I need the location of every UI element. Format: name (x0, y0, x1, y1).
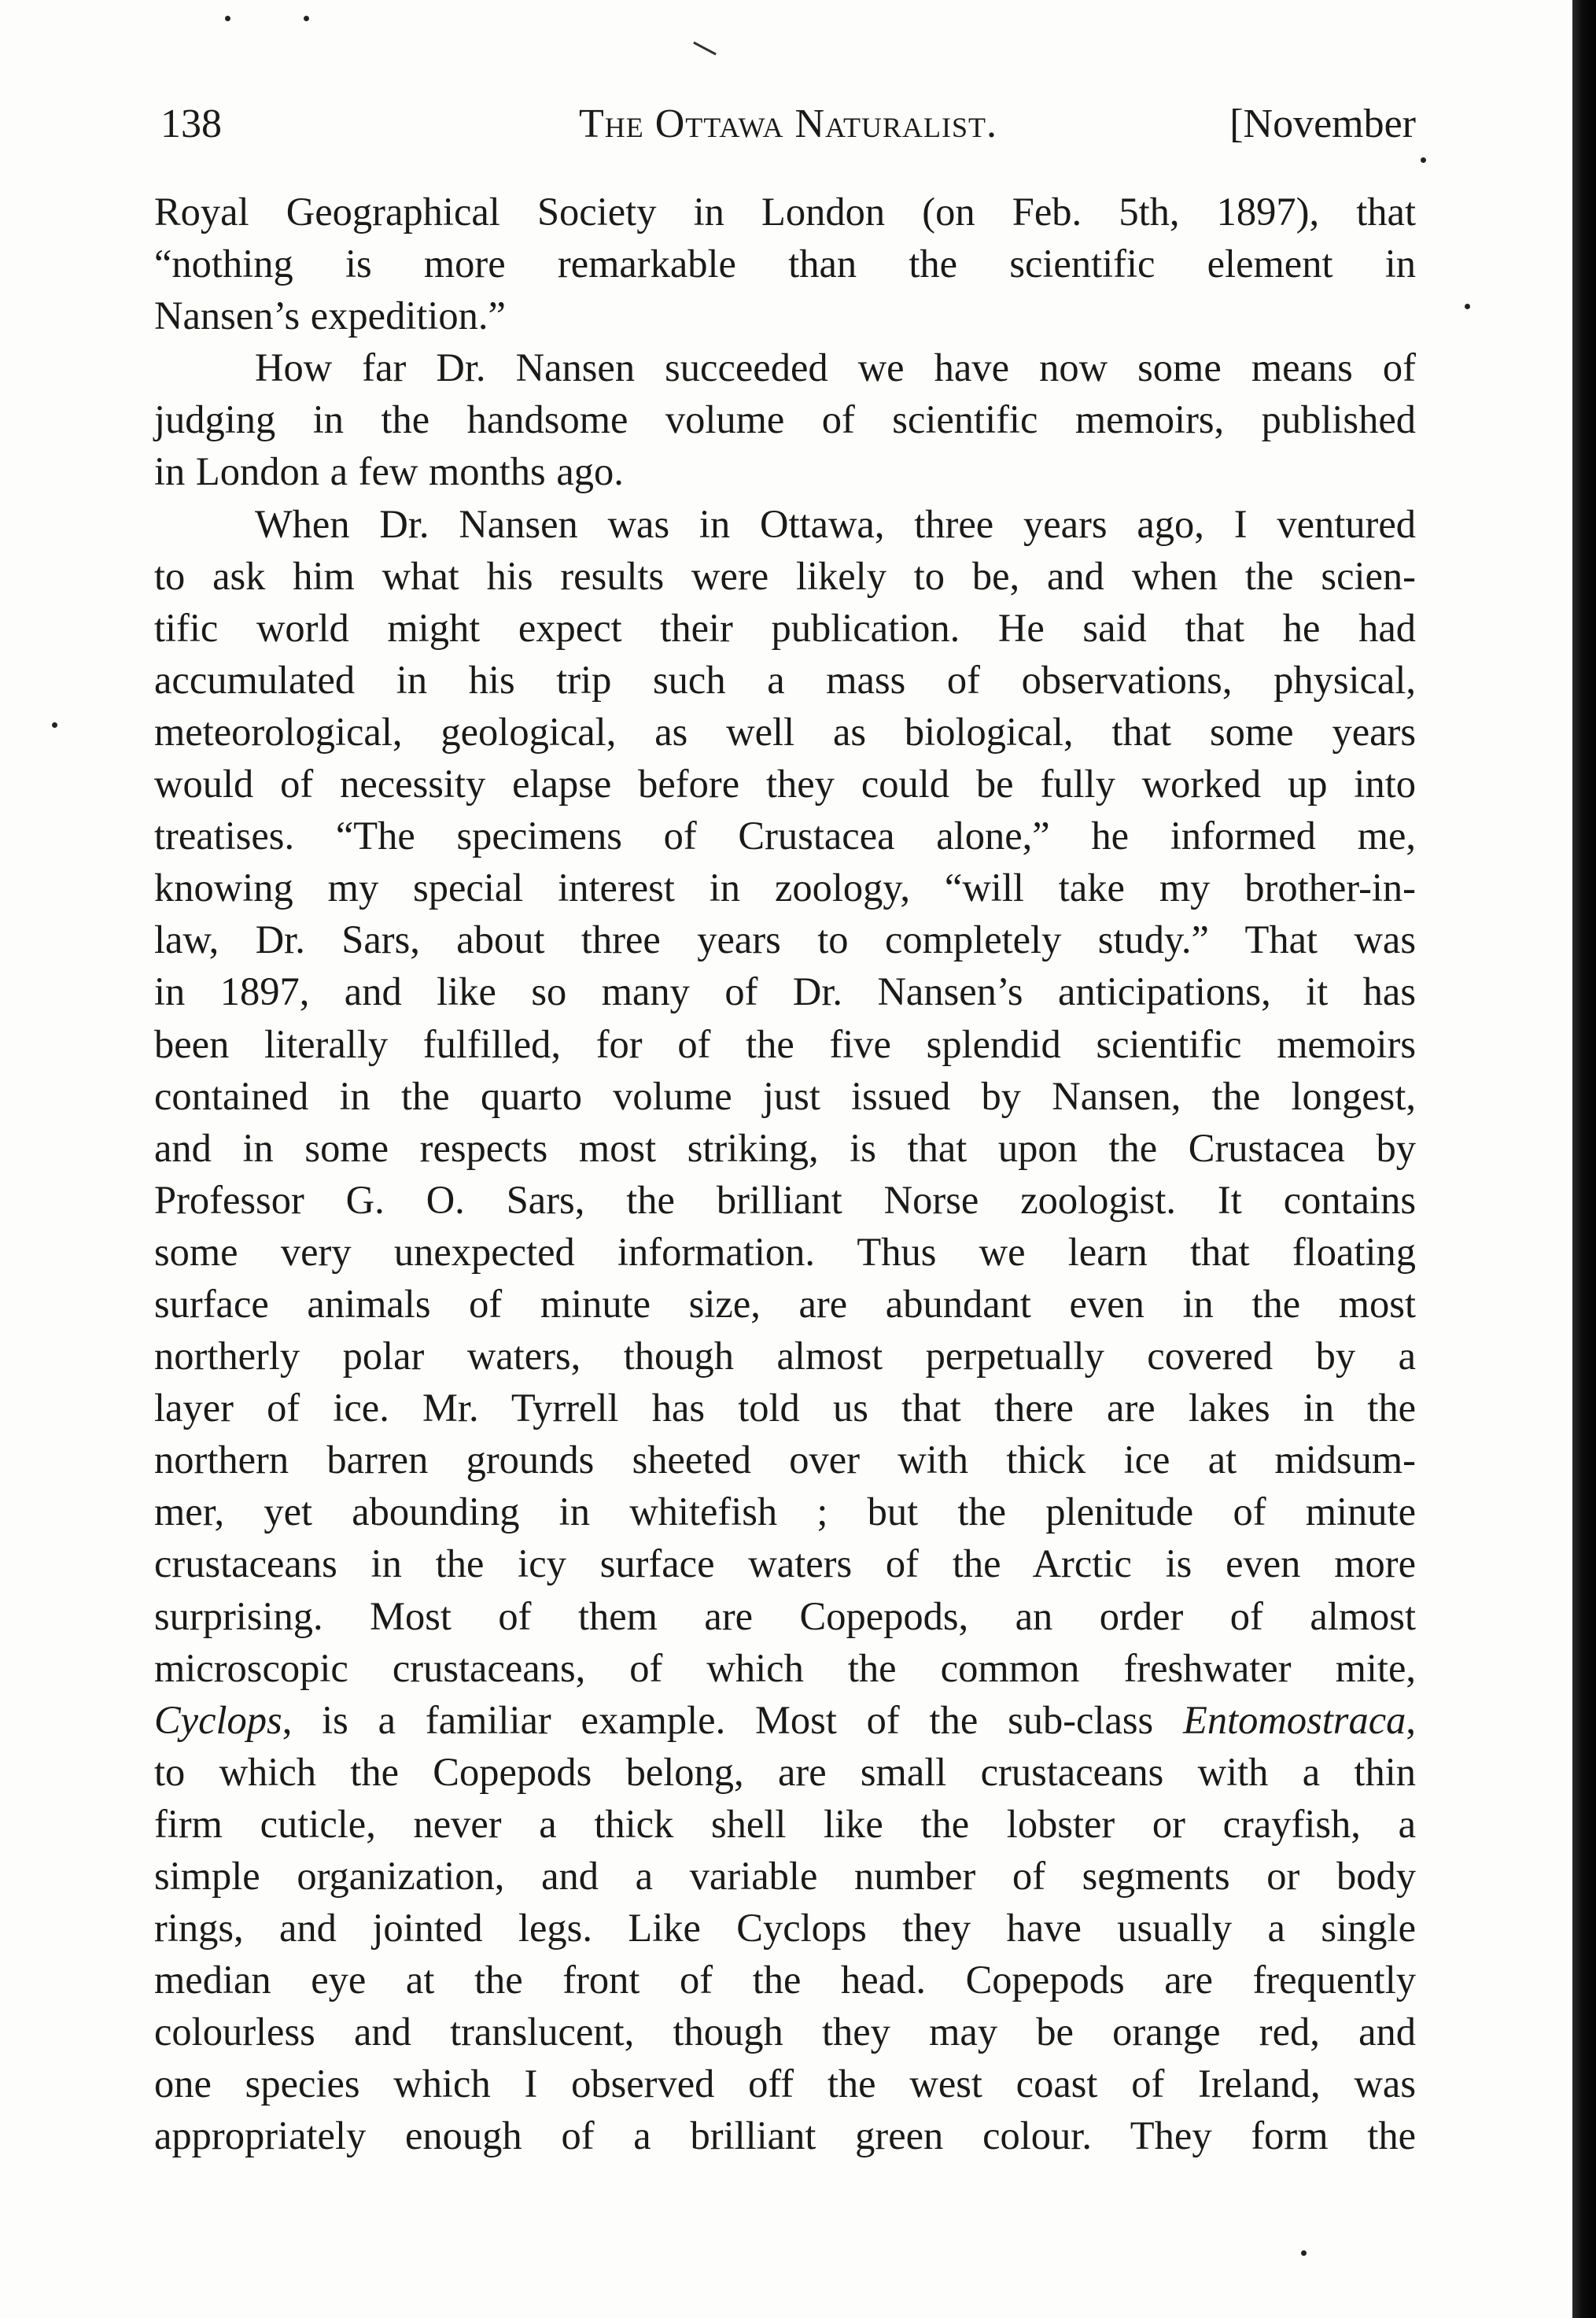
text-line: layer of ice. Mr. Tyrrell has told us that there are lakes in the (154, 1386, 1416, 1430)
text-line: tific world might expect their publication. He said that he had (154, 605, 1416, 650)
text-line: been literally fulfilled, for of the five splendid scientific memoirs (154, 1021, 1416, 1066)
article-text (154, 186, 1416, 2162)
text-fragment: , is a familiar example. Most of the sub-class (282, 1697, 1184, 1742)
text-line: one species which I observed off the west coast of Ireland, was (154, 2061, 1416, 2106)
italic-term-entomostraca: Entomostraca (1183, 1697, 1406, 1742)
text-line: to ask him what his results were likely to be, and when the scien- (154, 553, 1416, 598)
running-head (160, 93, 1416, 156)
text-line: in London a few months ago. (154, 449, 624, 494)
text-line: rings, and jointed legs. Like Cyclops they have usually a single (154, 1906, 1416, 1951)
text-line: law, Dr. Sars, about three years to completely study.” That was (154, 917, 1416, 962)
text-fragment: , (1406, 1697, 1416, 1742)
text-line: surprising. Most of them are Copepods, an order of almost (154, 1593, 1416, 1638)
text-line: Nansen’s expedition.” (154, 293, 506, 338)
scan-speck (1301, 2250, 1307, 2256)
scan-speck (225, 16, 230, 21)
issue-month: [November (1229, 102, 1416, 146)
text-line: to which the Copepods belong, are small crustaceans with a thin (154, 1749, 1416, 1794)
text-line: meteorological, geological, as well as biological, that some years (154, 709, 1416, 754)
text-line: Professor G. O. Sars, the brilliant Norse zoologist. It contains (154, 1177, 1416, 1222)
journal-title: The Ottawa Naturalist. (578, 102, 998, 146)
text-line: “nothing is more remarkable than the scientific element in (154, 242, 1416, 286)
text-line: treatises. “The specimens of Crustacea alone,” he informed me, (154, 814, 1416, 858)
scan-speck (1421, 157, 1426, 163)
text-line: and in some respects most striking, is that upon the Crustacea by (154, 1125, 1416, 1170)
text-line: simple organization, and a variable number of segments or body (154, 1854, 1416, 1898)
page-number: 138 (160, 102, 222, 146)
stray-mark (693, 42, 717, 56)
text-line: mer, yet abounding in whitefish ; but the plenitude of minute (154, 1489, 1416, 1534)
text-line: knowing my special interest in zoology, “will take my brother-in- (154, 866, 1416, 910)
text-line: surface animals of minute size, are abundant even in the most (154, 1281, 1416, 1326)
text-line: judging in the handsome volume of scientific memoirs, published (154, 397, 1416, 442)
text-line: in 1897, and like so many of Dr. Nansen’s anticipations, it has (154, 969, 1416, 1014)
text-line: firm cuticle, never a thick shell like the lobster or crayfish, a (154, 1801, 1416, 1846)
text-line: microscopic crustaceans, of which the common freshwater mite, (154, 1645, 1416, 1690)
text-line: Royal Geographical Society in London (on Feb. 5th, 1897), that (154, 190, 1416, 234)
italic-term-cyclops: Cyclops (154, 1697, 282, 1742)
text-line: would of necessity elapse before they could be fully worked up into (154, 762, 1416, 807)
text-line-with-italics (154, 1694, 1416, 1746)
text-line: appropriately enough of a brilliant green colour. They form the (154, 2113, 1416, 2158)
scan-speck (304, 16, 309, 21)
text-line: crustaceans in the icy surface waters of the Arctic is even more (154, 1541, 1416, 1586)
text-line: colourless and translucent, though they may be orange red, and (154, 2010, 1416, 2054)
text-line: How far Dr. Nansen succeeded we have now some means of (255, 345, 1416, 390)
text-line: northerly polar waters, though almost perpetually covered by a (154, 1334, 1416, 1379)
scan-speck (1465, 304, 1470, 309)
text-line: median eye at the front of the head. Copepods are frequently (154, 1958, 1416, 2002)
text-line: northern barren grounds sheeted over with thick ice at midsum- (154, 1438, 1416, 1482)
text-line: some very unexpected information. Thus we learn that floating (154, 1229, 1416, 1274)
text-line: contained in the quarto volume just issued by Nansen, the longest, (154, 1073, 1416, 1118)
scan-speck (52, 722, 57, 728)
text-line: accumulated in his trip such a mass of observations, physical, (154, 657, 1416, 702)
book-spine-edge (1572, 0, 1596, 2318)
text-line: When Dr. Nansen was in Ottawa, three years ago, I ventured (255, 501, 1416, 546)
